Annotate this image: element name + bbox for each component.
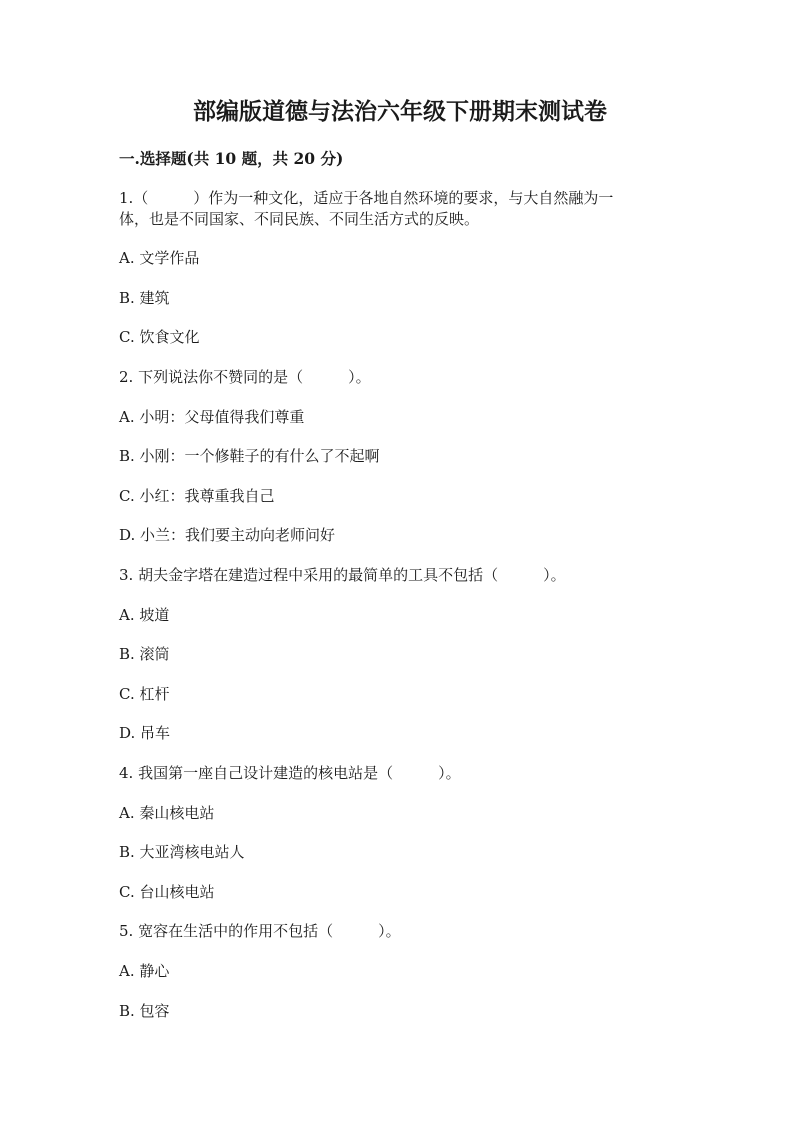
question-2-option-b: B. 小刚：一个修鞋子的有什么了不起啊 — [119, 447, 380, 465]
question-3-option-a: A. 坡道 — [119, 606, 170, 624]
question-2-stem: 2. 下列说法你不赞同的是（ ）。 — [119, 368, 371, 386]
question-4-option-a: A. 秦山核电站 — [119, 804, 215, 822]
question-4-option-c: C. 台山核电站 — [119, 883, 215, 901]
question-4-stem: 4. 我国第一座自己设计建造的核电站是（ ）。 — [119, 764, 461, 782]
question-1-option-c: C. 饮食文化 — [119, 328, 200, 346]
question-1-stem: 1.（ ）作为一种文化，适应于各地自然环境的要求，与大自然融为一 — [119, 189, 614, 207]
question-5-option-b: B. 包容 — [119, 1002, 170, 1020]
question-3-stem: 3. 胡夫金字塔在建造过程中采用的最简单的工具不包括（ ）。 — [119, 566, 566, 584]
question-1-stem-continued: 体，也是不同国家、不同民族、不同生活方式的反映。 — [119, 210, 480, 228]
question-2-option-d: D. 小兰：我们要主动向老师问好 — [119, 526, 336, 544]
page-title: 部编版道德与法治六年级下册期末测试卷 — [193, 98, 607, 125]
question-3-option-d: D. 吊车 — [119, 724, 171, 742]
question-1-option-b: B. 建筑 — [119, 289, 170, 307]
question-5-option-a: A. 静心 — [119, 962, 170, 980]
question-4-option-b: B. 大亚湾核电站人 — [119, 843, 245, 861]
question-3-option-c: C. 杠杆 — [119, 685, 170, 703]
question-1-option-a: A. 文学作品 — [119, 249, 200, 267]
section-heading: 一.选择题(共 10 题，共 20 分) — [119, 149, 344, 168]
question-3-option-b: B. 滚筒 — [119, 645, 170, 663]
question-5-stem: 5. 宽容在生活中的作用不包括（ ）。 — [119, 922, 401, 940]
question-2-option-c: C. 小红：我尊重我自己 — [119, 487, 275, 505]
question-2-option-a: A. 小明：父母值得我们尊重 — [119, 408, 305, 426]
